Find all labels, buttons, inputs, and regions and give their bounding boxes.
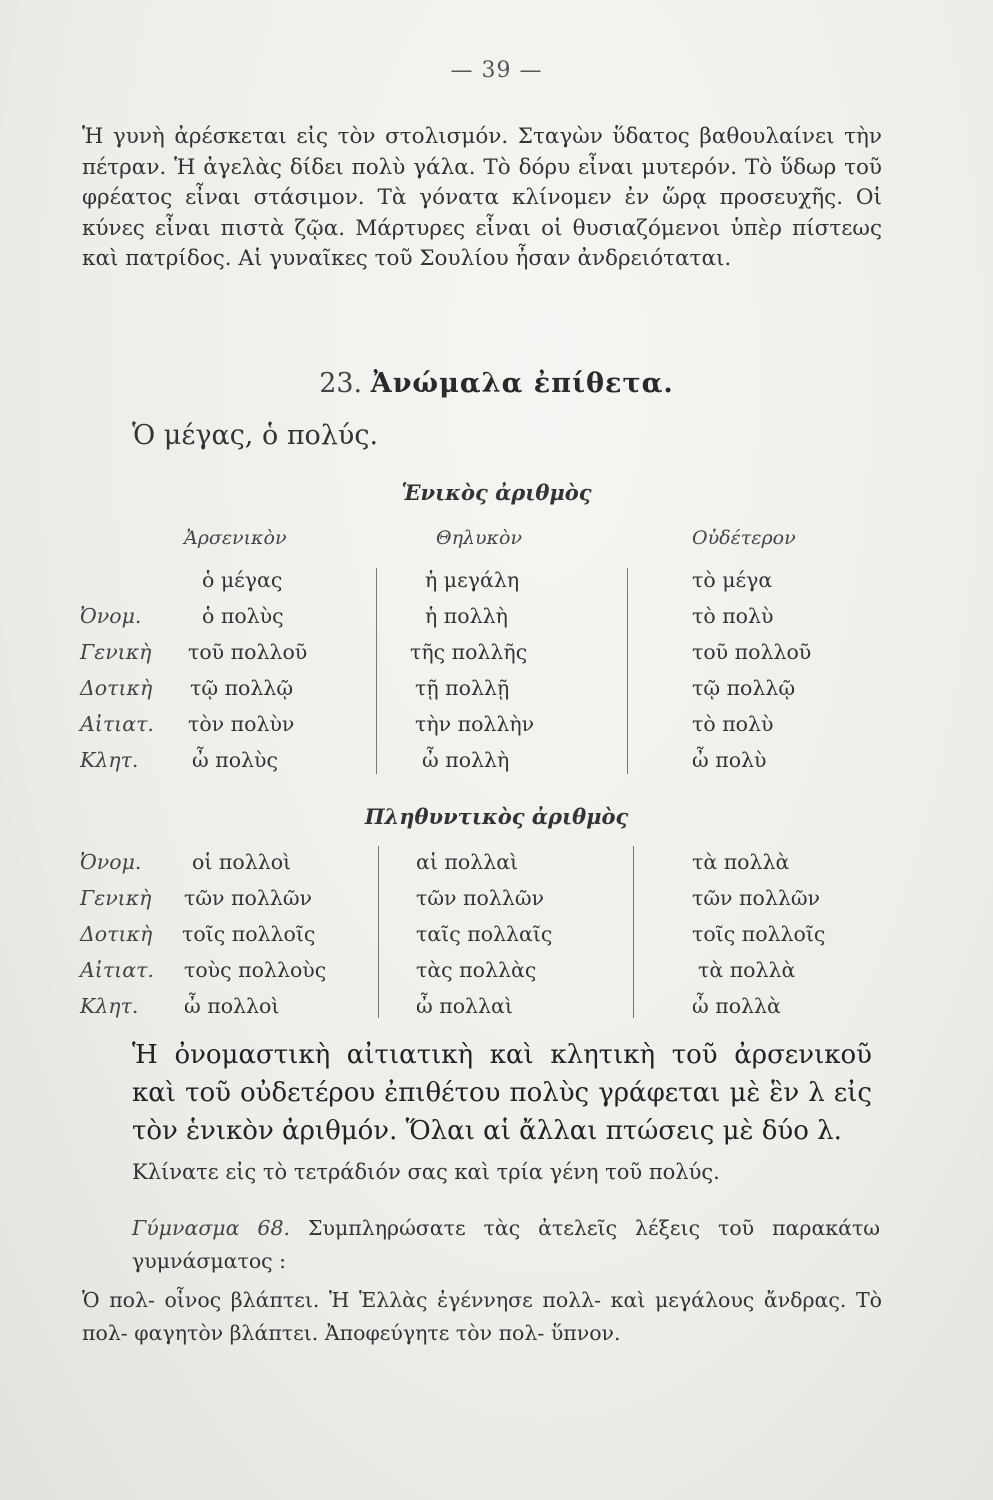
rule-paragraph: Ἡ ὀνομαστικὴ αἰτιατικὴ καὶ κλητικὴ τοῦ ἀρσενικοῦ καὶ τοῦ οὐδετέρου ἐπιθέτου πολὺς γράφεται μὲ ἓν λ εἰς τὸν ἑνικὸν ἀριθμόν. Ὅλαι αἱ ἄλλαι πτώσεις μὲ δύο λ. xyxy=(132,1040,872,1146)
column-divider xyxy=(378,846,379,1018)
column-divider xyxy=(627,568,628,774)
neuter-form: τῶν πολλῶν xyxy=(692,886,821,910)
feminine-form: ἡ μεγάλη xyxy=(425,568,520,592)
case-label: Δοτικὴ xyxy=(80,676,153,700)
column-divider xyxy=(633,846,634,1018)
exercise-text: Συμπληρώσατε τὰς ἀτελεῖς λέξεις τοῦ παρακάτω γυμνάσματος : xyxy=(132,1216,880,1273)
neuter-form: τῷ πολλῷ xyxy=(692,676,796,700)
column-divider xyxy=(376,568,377,774)
intro-paragraph: Ἡ γυνὴ ἀρέσκεται εἰς τὸν στολισμόν. Σταγὼν ὕδατος βαθουλαίνει τὴν πέτραν. Ἡ ἀγελὰς δίδει πολὺ γάλα. Τὸ δόρυ εἶναι μυτερόν. Τὸ ὕδωρ τοῦ φρέατος εἶναι στάσιμον. Τὰ γόνατα κλίνομεν ἐν ὥρᾳ προσευχῆς. Οἱ κύνες εἶναι πιστὰ ζῷα. Μάρτυρες εἶναι οἱ θυσιαζόμενοι ὑπὲρ πίστεως καὶ πατρίδος. Αἱ γυναῖκες τοῦ Σουλίου ἦσαν ἀνδρειόταται. xyxy=(82,124,882,271)
column-header-neuter: Οὐδέτερον xyxy=(692,527,796,549)
case-label: Κλητ. xyxy=(80,748,139,772)
section-title xyxy=(0,368,993,399)
page-number: — 39 — xyxy=(450,58,543,83)
neuter-form: τὸ πολὺ xyxy=(692,604,774,628)
neuter-form: ὦ πολλὰ xyxy=(692,994,781,1018)
masculine-form: ὁ πολὺς xyxy=(202,604,284,628)
exercise-intro xyxy=(132,1212,880,1278)
case-label: Κλητ. xyxy=(80,994,139,1018)
column-header-masculine: Ἀρσενικὸν xyxy=(184,527,287,549)
feminine-form: ἡ πολλὴ xyxy=(425,604,508,628)
feminine-form: αἱ πολλαὶ xyxy=(416,850,519,874)
neuter-form: τοῦ πολλοῦ xyxy=(692,640,812,664)
subheading: Ὁ μέγας, ὁ πολύς. xyxy=(132,420,379,451)
instruction-line: Κλίνατε εἰς τὸ τετράδιόν σας καὶ τρία γένη τοῦ πολύς. xyxy=(132,1160,720,1184)
case-label: Γενικὴ xyxy=(80,640,152,664)
masculine-form: τῷ πολλῷ xyxy=(190,676,294,700)
masculine-form: ὦ πολλοὶ xyxy=(184,994,280,1018)
neuter-form: τὸ μέγα xyxy=(692,568,773,592)
case-label: Δοτικὴ xyxy=(80,922,153,946)
section-number: 23. xyxy=(319,368,363,399)
feminine-form: τὰς πολλὰς xyxy=(416,958,537,982)
masculine-form: τοὺς πολλοὺς xyxy=(184,958,327,982)
neuter-form: ὦ πολὺ xyxy=(692,748,767,772)
neuter-form: τὰ πολλὰ xyxy=(698,958,796,982)
case-label: Αἰτιατ. xyxy=(80,712,154,736)
neuter-form: τὰ πολλὰ xyxy=(692,850,790,874)
masculine-form: τῶν πολλῶν xyxy=(184,886,313,910)
masculine-form: ὦ πολὺς xyxy=(192,748,278,772)
column-header-feminine: Θηλυκὸν xyxy=(436,527,523,549)
exercise-label: Γύμνασμα 68. xyxy=(132,1216,291,1240)
section-heading: Ἀνώμαλα ἐπίθετα. xyxy=(370,368,674,399)
neuter-form: τὸ πολὺ xyxy=(692,712,774,736)
case-label: Ὀνομ. xyxy=(80,850,142,874)
feminine-form: ταῖς πολλαῖς xyxy=(416,922,553,946)
singular-heading: Ἑνικὸς ἀριθμὸς xyxy=(401,480,592,505)
feminine-form: ὦ πολλὴ xyxy=(422,748,510,772)
plural-heading: Πληθυντικὸς ἀριθμὸς xyxy=(364,804,629,829)
feminine-form: τῶν πολλῶν xyxy=(416,886,545,910)
case-label: Γενικὴ xyxy=(80,886,152,910)
feminine-form: τῇ πολλῇ xyxy=(415,676,510,700)
feminine-form: τῆς πολλῆς xyxy=(410,640,528,664)
masculine-form: ὁ μέγας xyxy=(202,568,283,592)
feminine-form: ὦ πολλαὶ xyxy=(416,994,513,1018)
masculine-form: τοῦ πολλοῦ xyxy=(188,640,308,664)
exercise-sentences: Ὁ πολ- οἶνος βλάπτει. Ἡ Ἑλλὰς ἐγέννησε πολλ- καὶ μεγάλους ἄνδρας. Τὸ πολ- φαγητὸν βλάπτει. Ἀποφεύγητε τὸν πολ- ὕπνον. xyxy=(82,1288,882,1345)
neuter-form: τοῖς πολλοῖς xyxy=(692,922,826,946)
masculine-form: τοῖς πολλοῖς xyxy=(182,922,316,946)
masculine-form: οἱ πολλοὶ xyxy=(192,850,292,874)
masculine-form: τὸν πολὺν xyxy=(188,712,295,736)
case-label: Ὀνομ. xyxy=(80,604,142,628)
feminine-form: τὴν πολλὴν xyxy=(415,712,535,736)
case-label: Αἰτιατ. xyxy=(80,958,154,982)
